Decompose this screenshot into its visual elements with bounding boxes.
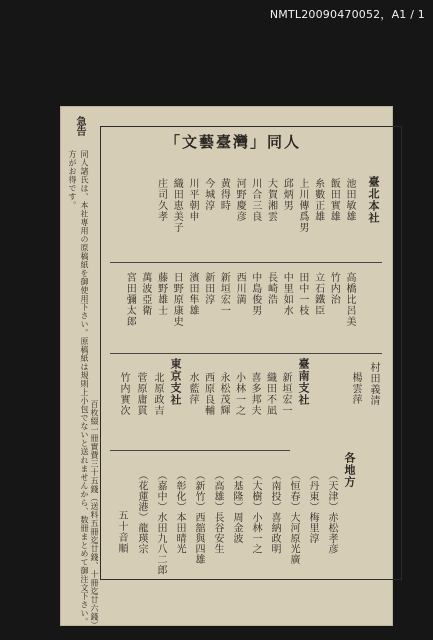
region-entry (136, 470, 146, 554)
region-person-name: 周金波 (231, 512, 242, 544)
region-place: （花蓮港） (136, 470, 147, 523)
tainan-member: 水藍萍 (187, 372, 198, 405)
taipei-member-upper: 河野慶彦 (234, 178, 246, 222)
region-entry (231, 470, 241, 544)
taipei-member-upper: 糸數正雄 (312, 178, 324, 222)
section-regions-label: 各地方 (343, 452, 356, 488)
taipei-member-lower: 田中一枝 (296, 272, 308, 316)
taipei-member-upper: 大賀湘雲 (265, 178, 277, 222)
taipei-member-upper: 池田敏雄 (344, 178, 355, 222)
region-entry (269, 470, 279, 554)
region-person-name: 大河原光廣 (288, 512, 299, 565)
notice-line-1: 同人諸氏は、本社専用の原稿紙を御使用下さい。原稿紙は規則上小包でないと送れませんから、数冊まとめて御注文下さい。 (80, 150, 89, 626)
page-title: 「文藝臺灣」同人 (165, 133, 302, 151)
taipei-member-upper: 今城淳 (202, 178, 214, 211)
region-person-name: 西舘與四雄 (193, 512, 204, 565)
region-person-name: 長谷安生 (212, 512, 223, 554)
viewer-header (0, 0, 433, 24)
region-entry (288, 470, 298, 565)
taipei-member-lower: 中島俊男 (249, 272, 261, 316)
region-entry (326, 470, 336, 554)
region-person-name: 本田晴光 (174, 512, 185, 554)
region-person-name: 梅里淳 (307, 512, 318, 544)
divider-row-1 (110, 262, 382, 263)
region-place: （新竹） (193, 470, 204, 512)
tainan-member: 織田不凪 (264, 372, 276, 416)
region-place: （基隆） (231, 470, 242, 512)
taipei-member-upper: 川平朝申 (187, 178, 198, 222)
region-place: （嘉中） (155, 470, 166, 512)
taipei-member-lower: 濱田隼雄 (187, 272, 198, 316)
tainan-member: 喜多邦夫 (249, 372, 260, 416)
region-entry (212, 470, 222, 554)
region-entry (193, 470, 203, 565)
taipei-member-lower: 日野原康史 (171, 272, 183, 327)
taipei-member-upper: 織田恵美子 (171, 178, 183, 233)
tokyo-member: 菅原庸貫 (135, 372, 146, 416)
taipei-member-lower: 宮田彌太郎 (124, 272, 136, 327)
tainan-member: 村田義清 (368, 362, 379, 406)
region-entry (250, 470, 260, 554)
region-entry (155, 470, 165, 575)
regions-footer: 五十音順 (116, 510, 127, 554)
tainan-member: 永松茂輝 (218, 372, 229, 416)
notice-line-3: 百枚綴一冊實費三十五錢（送料五冊迄廿錢、十冊迄廿六錢） (90, 400, 99, 630)
document-id: NMTL20090470052，A1 / 1 (269, 8, 425, 21)
section-taipei-label: 臺北本社 (367, 176, 380, 224)
tokyo-member: 北原政吉 (152, 372, 163, 416)
region-place: （丹東） (307, 470, 318, 512)
notice-line-2: 方がお得です。 (68, 150, 77, 210)
tainan-member: 楊雲萍 (350, 372, 361, 405)
tainan-member: 新垣宏一 (280, 372, 291, 416)
region-place: （高雄） (212, 470, 223, 512)
region-entry (307, 470, 317, 544)
region-person-name: 水田九八二郎 (155, 512, 166, 575)
region-place: （南投） (269, 470, 280, 512)
taipei-member-lower: 萬波亞衛 (139, 272, 151, 316)
divider-row-3 (110, 450, 290, 451)
taipei-member-lower: 中里如水 (281, 272, 293, 316)
taipei-member-lower: 立石鐵臣 (312, 272, 324, 316)
taipei-member-lower: 高橋比呂美 (344, 272, 355, 327)
tokyo-member: 竹内實次 (118, 372, 129, 416)
region-person-name: 赤松孝彦 (326, 512, 337, 554)
taipei-member-lower: 竹内治 (328, 272, 340, 305)
region-place: （彰化） (174, 470, 185, 512)
taipei-member-upper: 上川傳爲男 (296, 178, 308, 233)
region-person-name: 喜納政明 (269, 512, 280, 554)
region-person-name: 小林一之 (250, 512, 261, 554)
title-text: 文藝臺灣」同人 (182, 133, 302, 151)
taipei-member-upper: 邱炳男 (281, 178, 293, 211)
taipei-member-upper: 川合三良 (249, 178, 261, 222)
region-place: （天津） (326, 470, 337, 512)
divider-row-2 (110, 353, 382, 354)
tainan-member: 西原良輔 (202, 372, 214, 416)
taipei-member-lower: 新垣宏一 (218, 272, 230, 316)
region-person-name: 龍瑛宗 (136, 522, 147, 554)
section-tainan-label: 臺南支社 (297, 358, 310, 406)
section-tokyo-label: 東京支社 (169, 358, 182, 406)
notice-heading: 急告 (74, 116, 85, 136)
tainan-member: 小林一之 (233, 372, 245, 416)
taipei-member-upper: 黄得時 (218, 178, 230, 211)
region-place: （大樹） (250, 470, 261, 512)
taipei-member-lower: 西川満 (234, 272, 246, 305)
taipei-member-lower: 新田淳 (202, 272, 214, 305)
taipei-member-lower: 長崎浩 (265, 272, 277, 305)
taipei-member-upper: 庄司久孝 (155, 178, 167, 222)
region-entry (174, 470, 184, 554)
taipei-member-upper: 飯田實雄 (328, 178, 340, 222)
taipei-member-lower: 藤野雄士 (155, 272, 167, 316)
region-place: （恒春） (288, 470, 299, 512)
